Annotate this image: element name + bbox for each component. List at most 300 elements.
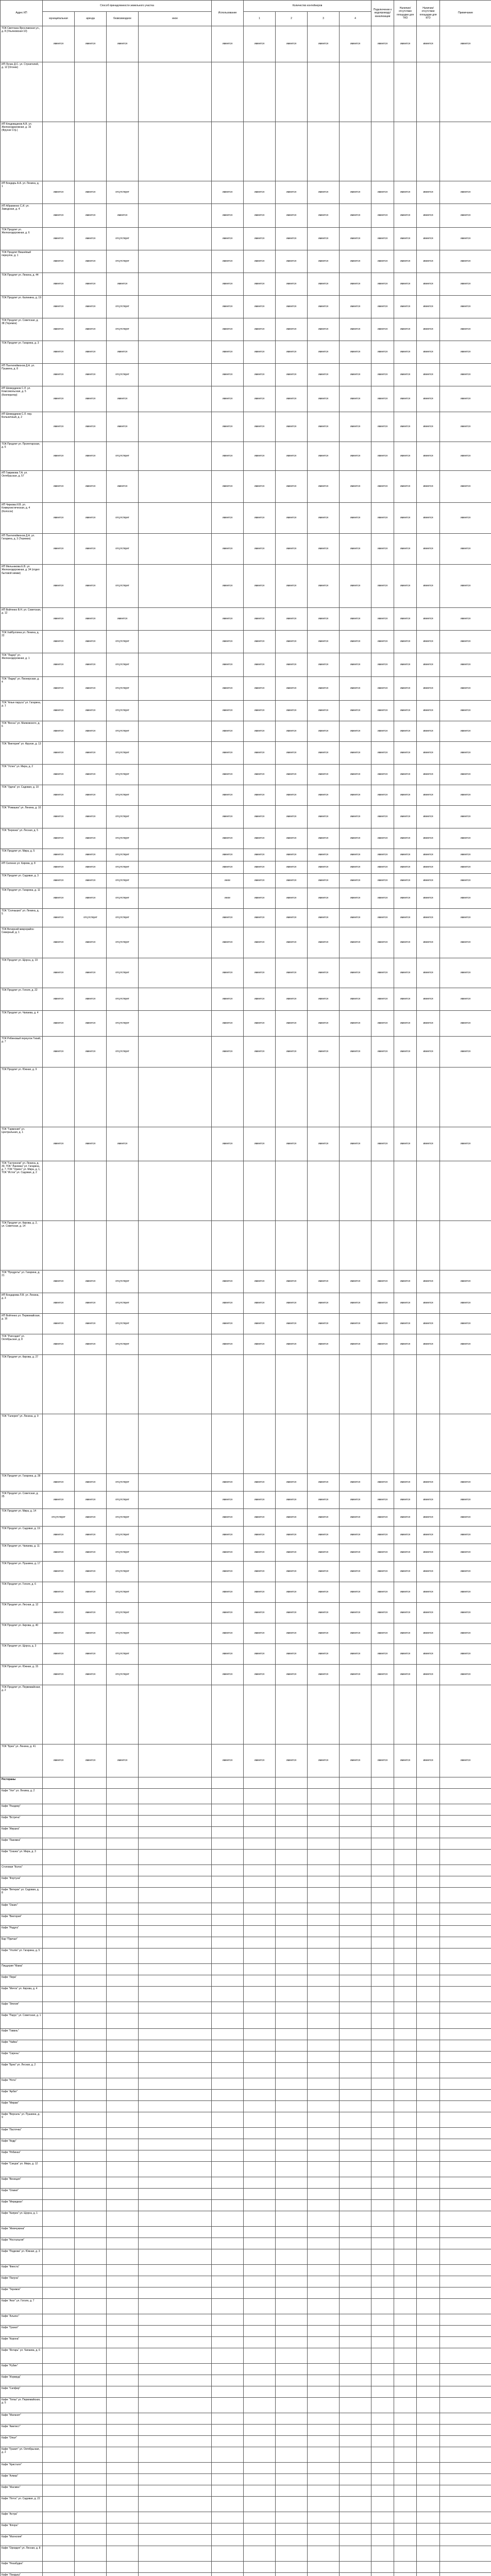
cell-value: имеется [276, 534, 308, 565]
cell-value: имеется [308, 1127, 340, 1161]
cell-value: имеется [244, 565, 276, 608]
table-row [1, 2177, 491, 2189]
cell-value [139, 988, 212, 1011]
table-row [1, 2573, 491, 2576]
cell-value [308, 2413, 340, 2425]
cell-value: имеется [440, 26, 491, 62]
cell-value [43, 2002, 75, 2013]
cell-value [244, 2474, 276, 2485]
cell-value: имеется [340, 806, 371, 828]
cell-value [43, 2150, 75, 2162]
cell-value: имеется [43, 318, 75, 341]
cell-value: имеется [440, 828, 491, 849]
cell-value [139, 296, 212, 318]
cell-value [212, 2287, 244, 2299]
cell-value [371, 1414, 394, 1474]
cell-value [440, 122, 491, 181]
cell-value [276, 2112, 308, 2128]
cell-value [75, 2573, 107, 2576]
cell-value [417, 1964, 440, 1975]
cell-value [417, 1903, 440, 1914]
cell-value: имеется [371, 1643, 394, 1664]
cell-address: Кафе "Магнолия" [1, 2535, 43, 2546]
cell-address: Кафе "Венеция" [1, 2177, 43, 2189]
cell-value: имеется [244, 1011, 276, 1037]
cell-value [440, 2200, 491, 2211]
cell-address: Кафе "Астра" [1, 2512, 43, 2523]
table-row [1, 2485, 491, 2497]
cell-value: имеется [371, 296, 394, 318]
cell-value [417, 2265, 440, 2276]
table-row [1, 2249, 491, 2265]
cell-value [276, 2436, 308, 2447]
cell-address: ТОК Продлит ул. Гоголя, д. 22 [1, 988, 43, 1011]
cell-value: имеется [394, 296, 417, 318]
cell-value [417, 1914, 440, 1926]
cell-address: ТОК Продлит ул. Щорса, д. 19 [1, 958, 43, 988]
cell-value [139, 1926, 212, 1937]
cell-value [107, 2078, 139, 2090]
cell-value [340, 2314, 371, 2326]
cell-value: отсутствует [107, 677, 139, 701]
cell-value [394, 1926, 417, 1937]
cell-value [417, 2425, 440, 2436]
cell-value [107, 2314, 139, 2326]
cell-value [244, 1414, 276, 1474]
cell-value [212, 2029, 244, 2040]
cell-value [244, 2063, 276, 2078]
cell-value [276, 2265, 308, 2276]
cell-value: имеется [75, 958, 107, 988]
cell-value: имеется [308, 631, 340, 653]
table-row [1, 503, 491, 534]
cell-value [371, 2150, 394, 2162]
cell-value [417, 2227, 440, 2238]
table-row [1, 2029, 491, 2040]
cell-value [417, 2413, 440, 2425]
cell-value [340, 2299, 371, 2314]
cell-value [75, 1414, 107, 1474]
cell-value [417, 1414, 440, 1474]
table-row [1, 2546, 491, 2562]
cell-value: имеется [43, 296, 75, 318]
cell-value [417, 1827, 440, 1838]
cell-address: ИП Абраменко С.И. ул. Заводская, д. 4 [1, 204, 43, 228]
cell-value [212, 1777, 244, 1789]
cell-value: имеется [417, 909, 440, 927]
cell-value: имеется [212, 1602, 244, 1623]
cell-value: имеется [417, 742, 440, 765]
cell-value [276, 1789, 308, 1804]
cell-address: ИП Гаврикова Т.А. ул. Октябрьская, д. 57 [1, 471, 43, 503]
cell-value [276, 2523, 308, 2535]
cell-value [417, 1850, 440, 1865]
cell-value: имеется [244, 1561, 276, 1582]
cell-value [107, 2474, 139, 2485]
cell-value [394, 1903, 417, 1914]
cell-value: имеется [340, 874, 371, 888]
cell-value [139, 2090, 212, 2101]
cell-value: имеется [417, 341, 440, 364]
cell-value: имеется [276, 341, 308, 364]
cell-value [417, 2364, 440, 2375]
cell-value: имеется [212, 1643, 244, 1664]
cell-value [340, 1865, 371, 1876]
cell-value: имеется [417, 1561, 440, 1582]
cell-value [244, 1777, 276, 1789]
cell-value [417, 1838, 440, 1850]
cell-value [394, 2398, 417, 2413]
cell-value [107, 2090, 139, 2101]
cell-value [75, 2546, 107, 2562]
cell-value: имеется [394, 1582, 417, 1602]
cell-value: имеется [212, 534, 244, 565]
cell-value: имеется [394, 861, 417, 874]
cell-value: имеется [75, 785, 107, 806]
cell-value: отсутствует [107, 721, 139, 742]
cell-value [308, 2052, 340, 2063]
cell-value: имеется [276, 386, 308, 412]
cell-value [308, 2425, 340, 2436]
cell-value [417, 2189, 440, 2200]
cell-value [244, 2512, 276, 2523]
table-row [1, 1270, 491, 1293]
cell-value: имеется [75, 181, 107, 204]
table-row [1, 1804, 491, 1816]
cell-value [417, 2314, 440, 2326]
cell-value [308, 2090, 340, 2101]
cell-value: имеется [340, 1544, 371, 1561]
table-row [1, 341, 491, 364]
cell-value [139, 181, 212, 204]
cell-value [340, 2398, 371, 2413]
cell-value: имеется [440, 471, 491, 503]
cell-value [212, 2112, 244, 2128]
cell-value: отсутствует [107, 1623, 139, 1643]
cell-value [212, 2535, 244, 2546]
cell-value [107, 2326, 139, 2337]
cell-address: Кафе "Флора" [1, 2523, 43, 2535]
cell-address: ТОК Светлана Ярославская ул., д. 8 (Ульяновская 10) [1, 26, 43, 62]
cell-address: Кафе "Лотос" ул. Садовая, д. 22 [1, 2497, 43, 2512]
cell-address: ТОК "Виктория" ул. Фрунзе, д. 13 [1, 742, 43, 765]
cell-value [440, 2227, 491, 2238]
cell-value [244, 1876, 276, 1888]
cell-address: Кафе "Версаль" ул. Пушкина, д. 9 [1, 2112, 43, 2128]
cell-value: отсутствует [107, 927, 139, 958]
cell-value: имеется [107, 204, 139, 228]
cell-value: имеется [43, 721, 75, 742]
cell-value: имеется [75, 534, 107, 565]
cell-value [394, 1685, 417, 1744]
cell-value [417, 1354, 440, 1414]
cell-value [212, 2386, 244, 2398]
table-row [1, 471, 491, 503]
cell-value [394, 2112, 417, 2128]
cell-value [75, 1914, 107, 1926]
cell-value [139, 2162, 212, 2177]
table-row [1, 909, 491, 927]
cell-value [276, 1354, 308, 1414]
cell-value: имеется [308, 204, 340, 228]
cell-value [244, 2128, 276, 2139]
cell-value [244, 2002, 276, 2013]
cell-value [276, 2425, 308, 2436]
cell-value [244, 2497, 276, 2512]
cell-value [371, 2238, 394, 2249]
header-container-count: Количество контейнеров [244, 1, 371, 12]
table-row [1, 861, 491, 874]
cell-value: имеется [276, 1744, 308, 1777]
cell-value [212, 1876, 244, 1888]
cell-value: имеется [371, 927, 394, 958]
cell-value [276, 1827, 308, 1838]
cell-value: имеется [340, 721, 371, 742]
cell-value [308, 1827, 340, 1838]
cell-value: имеется [440, 341, 491, 364]
cell-value [371, 2227, 394, 2238]
cell-value [371, 2485, 394, 2497]
cell-value [371, 2002, 394, 2013]
cell-value [139, 26, 212, 62]
cell-value: имеется [340, 250, 371, 273]
cell-value: имеется [244, 1744, 276, 1777]
cell-value: имеется [371, 1037, 394, 1067]
cell-address: ТОК "Галерея" ул. Ленина, д. 9 [1, 1414, 43, 1474]
cell-value: отсутствует [107, 318, 139, 341]
cell-value [276, 2177, 308, 2189]
cell-value [276, 2150, 308, 2162]
cell-value: отсутствует [107, 653, 139, 677]
cell-value: имеется [75, 228, 107, 250]
cell-address: Кафе "Чайка" [1, 2040, 43, 2052]
cell-value: имеется [244, 1037, 276, 1067]
cell-value: имеется [212, 849, 244, 861]
cell-value: имеется [394, 927, 417, 958]
cell-value [139, 2150, 212, 2162]
cell-value [139, 1865, 212, 1876]
cell-value [371, 1816, 394, 1827]
cell-value [340, 2436, 371, 2447]
cell-value [139, 1414, 212, 1474]
cell-value [276, 1816, 308, 1827]
cell-value [394, 1975, 417, 1987]
table-row [1, 2398, 491, 2413]
cell-value [417, 2299, 440, 2314]
cell-value [276, 2474, 308, 2485]
cell-value [75, 2497, 107, 2512]
cell-value: имеется [75, 1602, 107, 1623]
cell-value [139, 471, 212, 503]
table-row [1, 653, 491, 677]
cell-value [340, 2013, 371, 2029]
cell-value: имеется [276, 364, 308, 386]
cell-value [276, 2101, 308, 2112]
cell-value: имеется [340, 565, 371, 608]
cell-value [308, 1937, 340, 1948]
table-row [1, 1744, 491, 1777]
cell-value [75, 2364, 107, 2375]
cell-value: имеется [276, 701, 308, 721]
cell-value [43, 2029, 75, 2040]
table-row [1, 2265, 491, 2276]
cell-value [371, 1804, 394, 1816]
cell-value: имеется [394, 909, 417, 927]
cell-value: имеется [75, 631, 107, 653]
cell-address: Кафе "Уголёк" ул. Гагарина, д. 5 [1, 1948, 43, 1964]
cell-value: имеется [340, 503, 371, 534]
cell-address: ИП Бондарева Л.В. ул. Ленина, д. 3 [1, 1293, 43, 1313]
cell-value [212, 2227, 244, 2238]
cell-value: имеется [440, 273, 491, 296]
cell-value [139, 2276, 212, 2287]
cell-value [340, 2512, 371, 2523]
cell-value [394, 122, 417, 181]
cell-value [440, 1838, 491, 1850]
cell-value [75, 2090, 107, 2101]
cell-value [371, 2211, 394, 2227]
cell-value [308, 2497, 340, 2512]
cell-value [276, 2029, 308, 2040]
cell-value: имеется [340, 1334, 371, 1354]
cell-value: имеется [43, 1293, 75, 1313]
cell-value: имеется [244, 273, 276, 296]
cell-value [440, 2299, 491, 2314]
cell-value: имеется [212, 861, 244, 874]
cell-address: Кафе "Уют" ул. Ленина, д. 2 [1, 1789, 43, 1804]
cell-value [308, 2523, 340, 2535]
cell-value [75, 1865, 107, 1876]
cell-value [308, 2227, 340, 2238]
cell-value: имеется [394, 677, 417, 701]
cell-value [43, 2413, 75, 2425]
cell-value [107, 2162, 139, 2177]
cell-value: имеется [43, 204, 75, 228]
cell-value [107, 1789, 139, 1804]
cell-value: имеется [371, 1127, 394, 1161]
cell-value: имеется [417, 631, 440, 653]
cell-value [107, 1850, 139, 1865]
cell-value [75, 2162, 107, 2177]
cell-value: имеется [308, 26, 340, 62]
table-row [1, 1293, 491, 1313]
cell-value [212, 1964, 244, 1975]
cell-value: имеется [394, 1561, 417, 1582]
cell-value: имеется [244, 927, 276, 958]
cell-value [139, 2078, 212, 2090]
cell-value: имеется [75, 888, 107, 909]
header-kgo-platform: Наличие/отсутствие площадки для КГО [417, 1, 440, 26]
header-containers-3: 3 [308, 12, 340, 26]
cell-value [340, 2326, 371, 2337]
cell-value [43, 2211, 75, 2227]
cell-value [371, 2447, 394, 2463]
cell-value [212, 2162, 244, 2177]
cell-value [371, 2463, 394, 2474]
cell-value [212, 2497, 244, 2512]
table-row [1, 2276, 491, 2287]
cell-value [212, 1888, 244, 1903]
cell-value [212, 1850, 244, 1865]
cell-value [212, 2485, 244, 2497]
cell-value [244, 1926, 276, 1937]
cell-value [107, 2063, 139, 2078]
cell-value: имеется [308, 1037, 340, 1067]
cell-value [371, 2052, 394, 2063]
cell-value: имеется [308, 364, 340, 386]
cell-value [394, 1789, 417, 1804]
cell-value [212, 2150, 244, 2162]
table-row [1, 1334, 491, 1354]
cell-value: имеется [244, 1270, 276, 1293]
cell-value: имеется [244, 785, 276, 806]
cell-value [43, 2249, 75, 2265]
cell-value [212, 1816, 244, 1827]
cell-value [139, 1789, 212, 1804]
cell-value: отсутствует [107, 1643, 139, 1664]
cell-address: ТОК Продлит Вишнёвый переулок, д. 1 [1, 250, 43, 273]
cell-value [340, 2573, 371, 2576]
cell-value [212, 2052, 244, 2063]
cell-address: ИП Кладовщиков А.В. ул. Железнодорожная, д. 16 (Фрунзе Стр.) [1, 122, 43, 181]
cell-value [308, 2546, 340, 2562]
cell-value: имеется [308, 1509, 340, 1526]
cell-value: имеется [417, 721, 440, 742]
cell-address: Кафе "Сапфир" [1, 2386, 43, 2398]
cell-value: имеется [340, 1623, 371, 1643]
cell-value: имеется [43, 1602, 75, 1623]
cell-value: имеется [340, 608, 371, 631]
cell-address: Кафе "Подкова" ул. Южная, д. 3 [1, 2249, 43, 2265]
cell-value: отсутствует [107, 503, 139, 534]
cell-value: имеется [440, 765, 491, 785]
cell-value: имеется [417, 1473, 440, 1491]
cell-value: имеется [244, 874, 276, 888]
cell-value [276, 2463, 308, 2474]
cell-value: имеется [440, 927, 491, 958]
cell-value [139, 608, 212, 631]
cell-value: имеется [107, 471, 139, 503]
cell-value: имеется [212, 386, 244, 412]
cell-value: имеется [340, 471, 371, 503]
cell-value [244, 2436, 276, 2447]
cell-value [212, 2063, 244, 2078]
table-row [1, 412, 491, 442]
cell-value [75, 1903, 107, 1914]
cell-value [43, 1789, 75, 1804]
cell-value: имеется [417, 273, 440, 296]
cell-value: имeется [417, 228, 440, 250]
cell-value: имеется [371, 228, 394, 250]
table-row [1, 2078, 491, 2090]
cell-value [417, 2546, 440, 2562]
cell-value: имеется [371, 1293, 394, 1313]
table-row [1, 1926, 491, 1937]
cell-value [244, 2364, 276, 2375]
cell-value: имеется [371, 806, 394, 828]
cell-value [107, 2211, 139, 2227]
cell-value [139, 534, 212, 565]
cell-value: имеется [340, 765, 371, 785]
cell-value [371, 2562, 394, 2573]
cell-value [340, 2189, 371, 2200]
cell-address: Пиццерия "Мама" [1, 1964, 43, 1975]
cell-value [244, 1827, 276, 1838]
header-usage: Использование [212, 1, 244, 26]
cell-value [139, 2063, 212, 2078]
cell-value: имеется [212, 608, 244, 631]
cell-value [107, 2002, 139, 2013]
